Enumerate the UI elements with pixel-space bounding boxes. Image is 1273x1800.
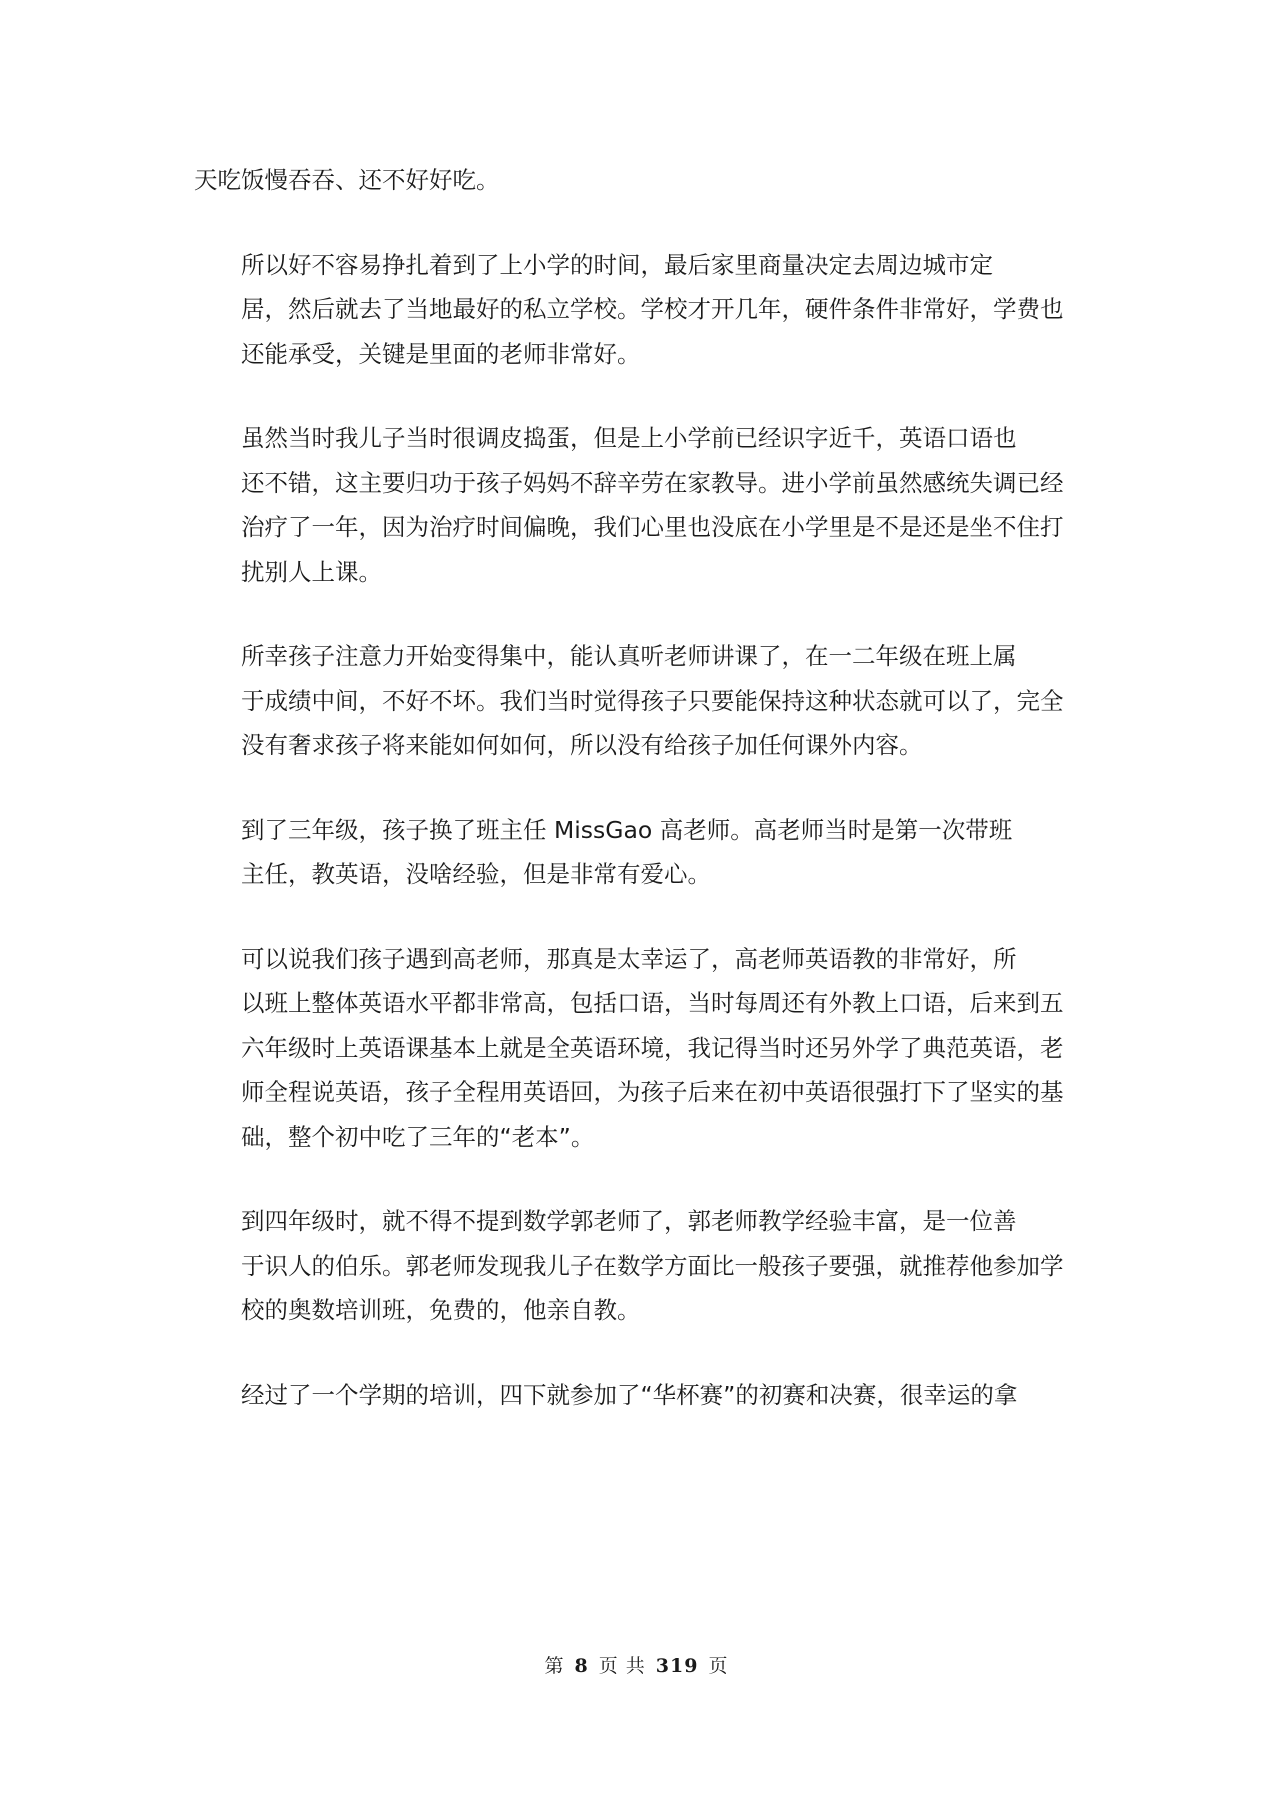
text-line: 所幸孩子注意力开始变得集中，能认真听老师讲课了，在一二年级在班上属 (241, 642, 1017, 670)
total-pages-number: 319 (655, 1655, 699, 1677)
paragraph (194, 243, 1082, 377)
text-line: 经过了一个学期的培训，四下就参加了“华杯赛”的初赛和决赛，很幸运的拿 (241, 1380, 1018, 1409)
paragraph (194, 808, 1082, 897)
paragraph (194, 634, 1082, 768)
text-line: 六年级时上英语课基本上就是全英语环境，我记得当时还另外学了典范英语，老 (241, 1033, 1064, 1062)
text-line: 虽然当时我儿子当时很调皮捣蛋，但是上小学前已经识字近千，英语口语也 (241, 424, 1017, 452)
footer-prefix: 第 (544, 1655, 565, 1677)
text-line: 还能承受，关键是里面的老师非常好。 (241, 339, 641, 368)
text-line: 扰别人上课。 (241, 557, 382, 586)
body-text (194, 158, 1082, 1457)
text-line: 础，整个初中吃了三年的“老本”。 (241, 1122, 595, 1151)
footer-suffix: 页 (708, 1655, 729, 1677)
text-line: 没有奢求孩子将来能如何如何，所以没有给孩子加任何课外内容。 (241, 731, 923, 759)
paragraph (194, 1373, 1082, 1418)
paragraph (194, 416, 1082, 594)
text-line: 于识人的伯乐。郭老师发现我儿子在数学方面比一般孩子要强，就推荐他参加学 (241, 1251, 1064, 1280)
text-line: 治疗了一年，因为治疗时间偏晚，我们心里也没底在小学里是不是还是坐不住打 (241, 513, 1064, 541)
text-line: 师全程说英语，孩子全程用英语回，为孩子后来在初中英语很强打下了坚实的基 (241, 1078, 1064, 1106)
text-line: 所以好不容易挣扎着到了上小学的时间，最后家里商量决定去周边城市定 (241, 250, 993, 279)
text-line: 以班上整体英语水平都非常高，包括口语，当时每周还有外教上口语，后来到五 (241, 989, 1064, 1017)
text-line: 校的奥数培训班，免费的，他亲自教。 (241, 1296, 641, 1324)
text-line: 居，然后就去了当地最好的私立学校。学校才开几年，硬件条件非常好，学费也 (241, 295, 1064, 323)
text-line: 可以说我们孩子遇到高老师，那真是太幸运了，高老师英语教的非常好，所 (241, 944, 1017, 973)
paragraph (194, 937, 1082, 1160)
text-line: 到四年级时，就不得不提到数学郭老师了，郭老师教学经验丰富，是一位善 (241, 1207, 1017, 1235)
current-page-number: 8 (574, 1655, 589, 1677)
text-line: 主任，教英语，没啥经验，但是非常有爱心。 (241, 860, 711, 888)
text-line: 到了三年级，孩子换了班主任 MissGao 高老师。高老师当时是第一次带班 (241, 815, 1013, 844)
text-line: 天吃饭慢吞吞、还不好好吃。 (194, 166, 500, 194)
paragraph (194, 158, 1082, 203)
text-line: 还不错，这主要归功于孩子妈妈不辞辛劳在家教导。进小学前虽然感统失调已经 (241, 468, 1064, 497)
page-footer (0, 1651, 1273, 1678)
footer-middle: 页 共 (598, 1655, 646, 1677)
text-line: 于成绩中间，不好不坏。我们当时觉得孩子只要能保持这种状态就可以了，完全 (241, 686, 1064, 715)
paragraph (194, 1199, 1082, 1333)
